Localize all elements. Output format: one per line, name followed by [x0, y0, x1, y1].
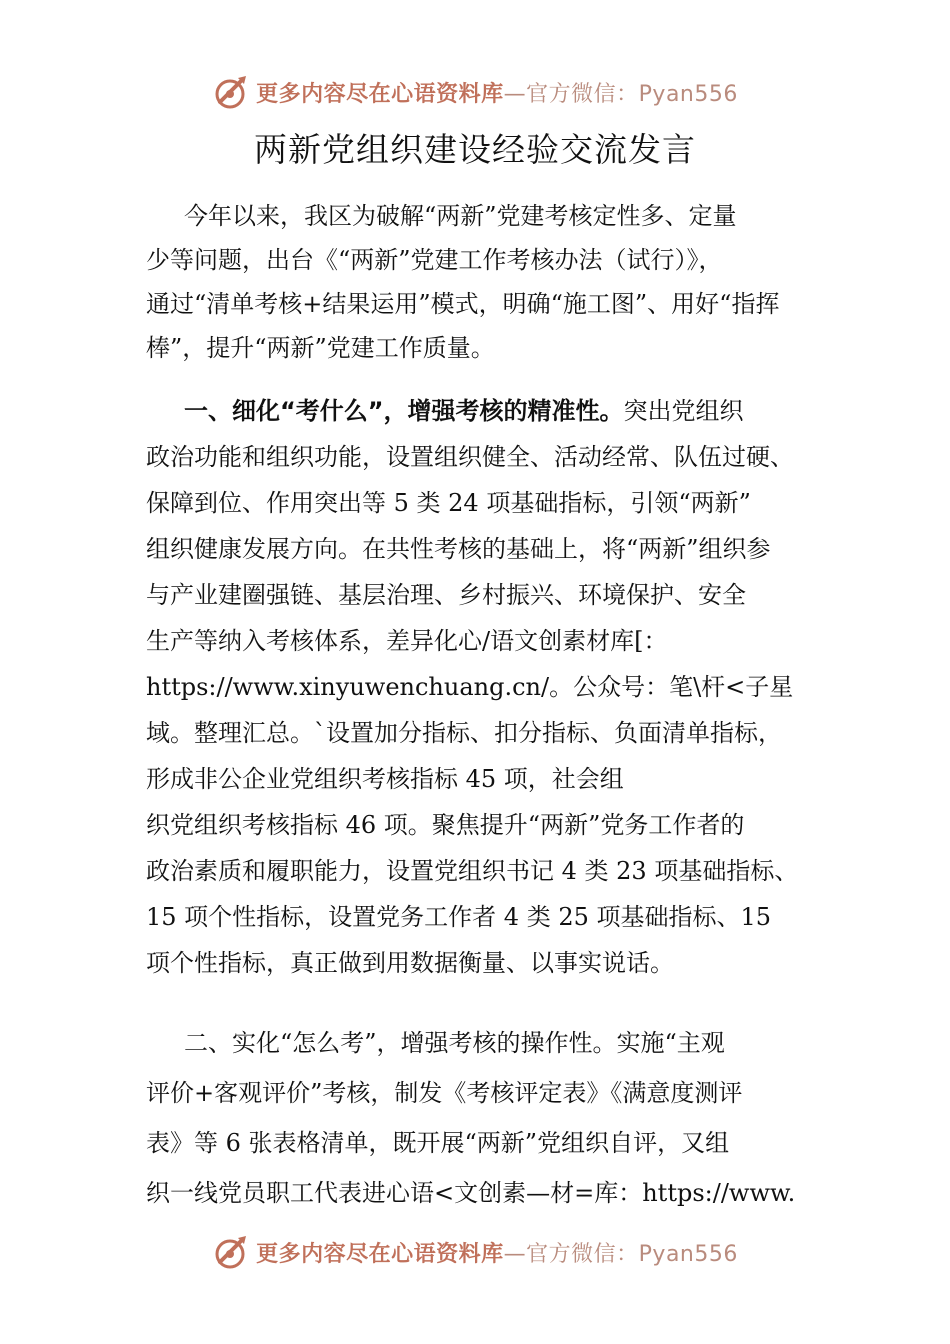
- text-line: 域。整理汇总。`设置加分指标、扣分指标、负面清单指标，: [146, 719, 782, 747]
- text-line: 生产等纳入考核体系，差异化心/语文创素材库[：: [146, 627, 668, 655]
- text-line: 与产业建圈强链、基层治理、乡村振兴、环境保护、安全: [146, 581, 746, 609]
- watermark-text: [256, 77, 738, 108]
- document-title: 两新党组织建设经验交流发言: [254, 130, 696, 169]
- text-line: 二、实化“怎么考”，增强考核的操作性。实施“主观: [184, 1029, 725, 1057]
- text-line: 少等问题，出台《“两新”党建工作考核办法（试行）》，: [146, 246, 723, 274]
- watermark-right-text: —官方微信：Pyan556: [503, 1241, 738, 1267]
- text-line: 今年以来，我区为破解“两新”党建考核定性多、定量: [184, 202, 737, 230]
- text-line: 组织健康发展方向。在共性考核的基础上，将“两新”组织参: [146, 535, 771, 563]
- paragraph-section-2: [146, 1018, 826, 1218]
- section-heading: 一、细化“考什么”，增强考核的精准性。: [184, 397, 624, 425]
- text-line: 通过“清单考核+结果运用”模式，明确“施工图”、用好“指挥: [146, 290, 780, 318]
- text-line: 织一线党员职工代表进心语<文创素—材=库：https://www.: [146, 1179, 796, 1207]
- text-line: 表》等 6 张表格清单，既开展“两新”党组织自评，又组: [146, 1129, 730, 1157]
- text-line: 棒”，提升“两新”党建工作质量。: [146, 334, 495, 362]
- watermark-text: [256, 1237, 738, 1268]
- text-line: https://www.xinyuwenchuang.cn/。公众号：笔\杆<子星: [146, 673, 794, 701]
- watermark-left-text: 更多内容尽在心语资料库: [256, 81, 504, 107]
- text-line: 政治素质和履职能力，设置党组织书记 4 类 23 项基础指标、: [146, 857, 799, 885]
- logo-icon: [212, 72, 252, 112]
- watermark-left-text: 更多内容尽在心语资料库: [256, 1241, 504, 1267]
- paragraph-intro: [146, 194, 826, 370]
- logo-icon: [212, 1232, 252, 1272]
- text-line: 保障到位、作用突出等 5 类 24 项基础指标，引领“两新”: [146, 489, 751, 517]
- text-line: 项个性指标，真正做到用数据衡量、以事实说话。: [146, 949, 674, 977]
- text-fragment: 突出党组织: [623, 397, 744, 425]
- watermark-banner-bottom: [0, 1232, 950, 1272]
- text-line: 形成非公企业党组织考核指标 45 项，社会组: [146, 765, 624, 793]
- text-line: 政治功能和组织功能，设置组织健全、活动经常、队伍过硬、: [146, 443, 794, 471]
- text-line: 15 项个性指标，设置党务工作者 4 类 25 项基础指标、15: [146, 903, 772, 931]
- text-line: 评价+客观评价”考核，制发《考核评定表》《满意度测评: [146, 1079, 743, 1107]
- watermark-right-text: —官方微信：Pyan556: [503, 81, 738, 107]
- text-line: [146, 388, 826, 434]
- paragraph-section-1: [146, 388, 826, 986]
- text-line: 织党组织考核指标 46 项。聚焦提升“两新”党务工作者的: [146, 811, 745, 839]
- watermark-banner-top: [0, 72, 950, 112]
